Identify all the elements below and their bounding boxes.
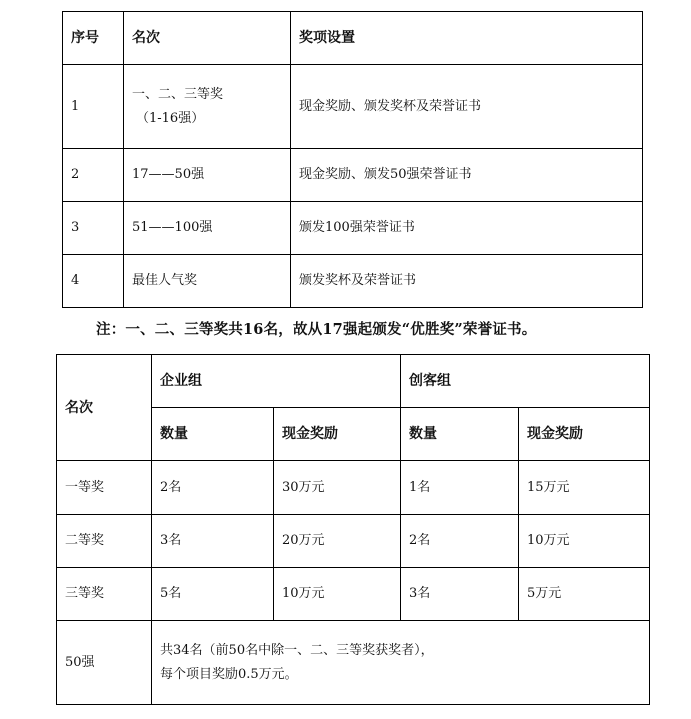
- rank-line-2: （1-16强）: [136, 110, 205, 126]
- cell-g2-count: 1名: [401, 461, 519, 515]
- header-rank: 名次: [124, 12, 291, 65]
- table-row: [57, 568, 650, 621]
- cell-no: 4: [63, 255, 124, 308]
- cell-g1-count: 2名: [152, 461, 274, 515]
- header-enterprise-group: 企业组: [152, 355, 401, 408]
- group-header-row: [57, 355, 650, 408]
- table-row: [63, 255, 643, 308]
- cell-g2-count: 2名: [401, 515, 519, 568]
- table-row: [57, 461, 650, 515]
- cell-rank: 二等奖: [57, 515, 152, 568]
- cell-rank: [124, 65, 291, 149]
- header-g2-cash: 现金奖励: [519, 408, 650, 461]
- cell-g1-count: 5名: [152, 568, 274, 621]
- table-row-top50: [57, 621, 650, 705]
- cell-g1-cash: 30万元: [274, 461, 401, 515]
- cell-rank: 50强: [57, 621, 152, 705]
- top50-line-1: 共34名（前50名中除一、二、三等奖获奖者），: [160, 642, 434, 658]
- cell-rank: 一等奖: [57, 461, 152, 515]
- prize-amount-table: [56, 354, 650, 705]
- header-g2-count: 数量: [401, 408, 519, 461]
- header-g1-cash: 现金奖励: [274, 408, 401, 461]
- cell-g1-cash: 20万元: [274, 515, 401, 568]
- cell-no: 2: [63, 149, 124, 202]
- cell-award: 颁发100强荣誉证书: [291, 202, 643, 255]
- cell-no: 3: [63, 202, 124, 255]
- cell-award: 现金奖励、颁发50强荣誉证书: [291, 149, 643, 202]
- cell-g1-count: 3名: [152, 515, 274, 568]
- cell-award: 颁发奖杯及荣誉证书: [291, 255, 643, 308]
- header-no: 序号: [63, 12, 124, 65]
- top50-line-2: 每个项目奖励0.5万元。: [160, 666, 298, 682]
- table-row: [63, 202, 643, 255]
- note-text: 注：一、二、三等奖共16名，故从17强起颁发“优胜奖”荣誉证书。: [96, 321, 537, 338]
- table-row: [57, 515, 650, 568]
- header-award: 奖项设置: [291, 12, 643, 65]
- cell-rank: 三等奖: [57, 568, 152, 621]
- cell-rank: 51——100强: [124, 202, 291, 255]
- rank-line-1: 一、二、三等奖: [132, 86, 224, 102]
- cell-g2-cash: 15万元: [519, 461, 650, 515]
- header-rank: 名次: [57, 355, 152, 461]
- header-maker-group: 创客组: [401, 355, 650, 408]
- cell-rank: 最佳人气奖: [124, 255, 291, 308]
- cell-g2-cash: 10万元: [519, 515, 650, 568]
- header-g1-count: 数量: [152, 408, 274, 461]
- cell-g2-cash: 5万元: [519, 568, 650, 621]
- table-row: [63, 65, 643, 149]
- cell-g2-count: 3名: [401, 568, 519, 621]
- cell-top50-description: [152, 621, 650, 705]
- table-row: [63, 149, 643, 202]
- cell-g1-cash: 10万元: [274, 568, 401, 621]
- cell-award: 现金奖励、颁发奖杯及荣誉证书: [291, 65, 643, 149]
- cell-rank: 17——50强: [124, 149, 291, 202]
- table-header-row: [63, 12, 643, 65]
- cell-no: 1: [63, 65, 124, 149]
- award-settings-table: [62, 11, 643, 308]
